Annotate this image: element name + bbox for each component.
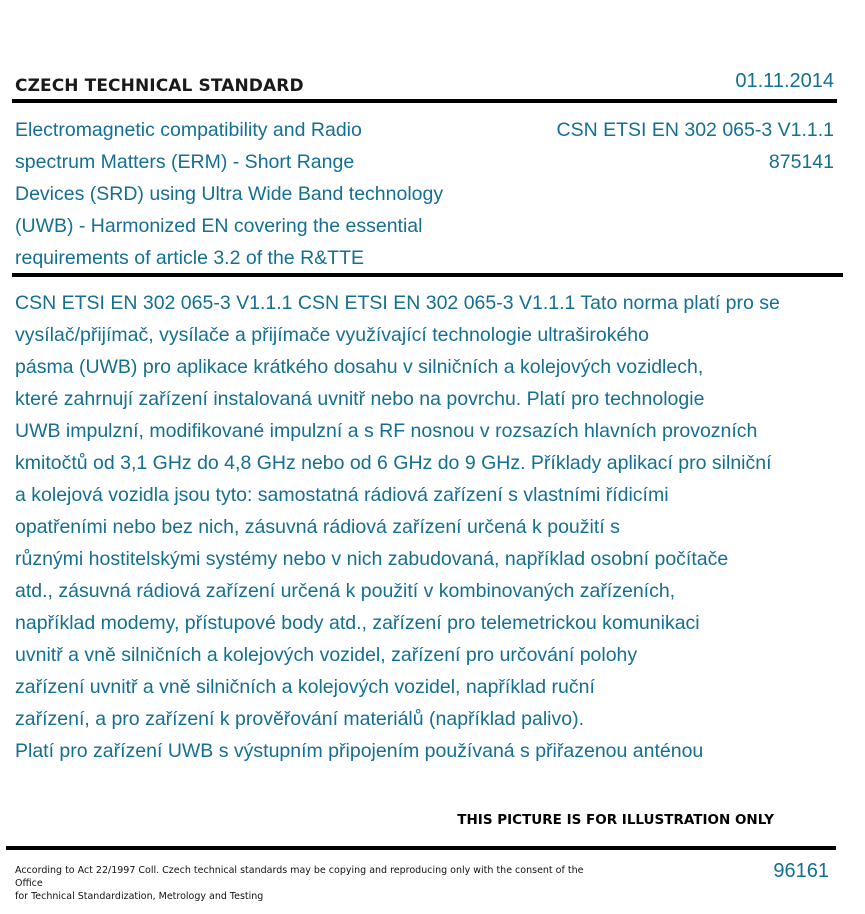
abstract-line: a kolejová vozidla jsou tyto: samostatná rádiová zařízení s vlastními řídicími xyxy=(15,484,669,506)
title-line: requirements of article 3.2 of the R&TTE xyxy=(15,247,364,269)
class-number: 875141 xyxy=(768,151,834,173)
standard-label: CZECH TECHNICAL STANDARD xyxy=(15,76,304,96)
standard-abstract xyxy=(15,287,865,767)
publication-date: 01.11.2014 xyxy=(735,70,834,92)
abstract-line: CSN ETSI EN 302 065-3 V1.1.1 CSN ETSI EN 302 065-3 V1.1.1 Tato norma platí pro se xyxy=(15,292,780,314)
abstract-line: různými hostitelskými systémy nebo v nich zabudovaná, například osobní počítače xyxy=(15,548,729,570)
abstract-line: uvnitř a vně silničních a kolejových vozidel, zařízení pro určování polohy xyxy=(15,644,638,666)
abstract-line: které zahrnují zařízení instalovaná uvnitř nebo na povrchu. Platí pro technologie xyxy=(15,388,705,410)
abstract-line: kmitočtů od 3,1 GHz do 4,8 GHz nebo od 6 GHz do 9 GHz. Příklady aplikací pro silniční xyxy=(15,452,772,474)
abstract-line: UWB impulzní, modifikované impulzní a s RF nosnou v rozsazích hlavních provozních xyxy=(15,420,758,442)
abstract-line: vysílač/přijímač, vysílače a přijímače využívající technologie ultraširokého xyxy=(15,324,649,346)
title-line: Electromagnetic compatibility and Radio xyxy=(15,119,362,141)
title-line: Devices (SRD) using Ultra Wide Band technology xyxy=(15,183,444,205)
abstract-line: zařízení uvnitř a vně silničních a kolejových vozidel, například ruční xyxy=(15,676,595,698)
header-divider xyxy=(12,99,837,103)
abstract-line: opatřeními nebo bez nich, zásuvná rádiová zařízení určená k použití s xyxy=(15,516,620,538)
illustration-note: THIS PICTURE IS FOR ILLUSTRATION ONLY xyxy=(457,812,774,828)
abstract-line: zařízení, a pro zařízení k prověřování materiálů (například palivo). xyxy=(15,708,585,730)
standard-code xyxy=(557,114,834,178)
document-id: 96161 xyxy=(773,860,829,882)
title-line: (UWB) - Harmonized EN covering the essential xyxy=(15,215,423,237)
abstract-line: pásma (UWB) pro aplikace krátkého dosahu v silničních a kolejových vozidlech, xyxy=(15,356,704,378)
abstract-line: například modemy, přístupové body atd., zařízení pro telemetrickou komunikaci xyxy=(15,612,700,634)
standard-title xyxy=(15,114,495,274)
legal-notice-line: for Technical Standardization, Metrology and Testing xyxy=(15,891,264,902)
legal-notice xyxy=(15,864,585,903)
title-divider xyxy=(12,273,843,277)
legal-notice-line: According to Act 22/1997 Coll. Czech technical standards may be copying and reproducing only with the consent of the Office xyxy=(15,865,584,889)
standard-designation: CSN ETSI EN 302 065-3 V1.1.1 xyxy=(556,119,834,141)
footer-divider xyxy=(6,846,836,850)
title-line: spectrum Matters (ERM) - Short Range xyxy=(15,151,355,173)
abstract-line: Platí pro zařízení UWB s výstupním připojením používaná s přiřazenou anténou xyxy=(15,740,704,762)
abstract-line: atd., zásuvná rádiová zařízení určená k použití v kombinovaných zařízeních, xyxy=(15,580,676,602)
